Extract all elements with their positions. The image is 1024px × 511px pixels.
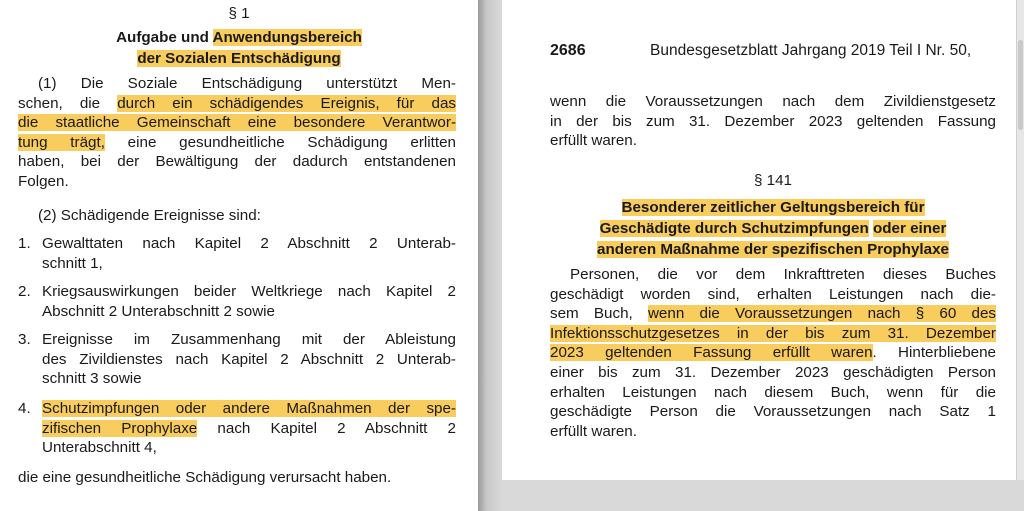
text-line — [18, 113, 456, 133]
list-item: 2. Kriegsauswirkungen beider Weltkriege nach Kapitel 2 Abschnitt 2 Unterabschnitt 2 sowie — [18, 283, 456, 320]
section-heading-141: § 141 — [753, 172, 792, 189]
highlight: Schutzimpfungen oder andere Maßnahmen der spe- — [42, 400, 456, 417]
section-heading-1: § 1 — [228, 5, 250, 22]
highlight: Anwendungsbereich — [212, 29, 362, 46]
highlight: tung trägt, — [18, 133, 105, 151]
list-item: 4. Schutzimpfungen oder andere Maßnahmen der spe- zifischen Prophylaxe nach Kapitel 2 Abschnitt 2 Unterabschnitt 4, — [18, 400, 456, 457]
highlight: oder einer — [872, 220, 947, 237]
section-body-141: Personen, die vor dem Inkrafttreten dieses Buches geschädigt worden sind, erhalten Leistungen nach die- sem Buch, wenn die Voraussetzungen nach § 60 des Infektionsschutzgesetzes in der bis zum 31. Dezember 2023 geltenden Fassung erfüllt waren. Hinterbliebene einer bis zum 31. Dezember 2023 geschädigten Person erhalten Leistungen nach diesem Buch, wenn für die geschädigte Person die Voraussetzungen nach Satz 1 erfüllt waren. — [550, 266, 996, 440]
section-title-141 — [550, 197, 996, 260]
list-item: 1. Gewalttaten nach Kapitel 2 Abschnitt 2 Unterab- schnitt 1, — [18, 235, 456, 272]
highlight: anderen Maßnahme der spezifischen Prophylaxe — [597, 241, 949, 258]
text-line: (1) Die Soziale Entschädigung unterstützt Men- — [38, 75, 456, 92]
highlight: durch ein schädigendes Ereignis, für das — [117, 94, 456, 112]
scrollbar[interactable] — [1016, 0, 1024, 480]
paragraph-2: (2) Schädigende Ereignisse sind: — [38, 207, 261, 224]
section-title-1 — [0, 27, 478, 69]
highlight: Besonderer zeitlicher Geltungsbereich für — [621, 199, 925, 216]
left-document-pane — [0, 0, 478, 511]
document-page — [502, 0, 1017, 480]
page-number: 2686 — [550, 42, 586, 59]
page-header-title: Bundesgesetzblatt Jahrgang 2019 Teil I Nr. 50, — [650, 42, 972, 59]
highlight: der Sozialen Entschädigung — [137, 50, 341, 67]
text-line: tung trägt, eine gesundheitliche Schädigung erlitten — [18, 133, 456, 151]
paragraph-1 — [18, 74, 456, 192]
highlight: zifischen Prophylaxe — [42, 419, 198, 437]
text-line: haben, bei der Bewältigung der dadurch entstandenen — [18, 153, 456, 171]
closing-sentence: die eine gesundheitliche Schädigung verursacht haben. — [18, 469, 392, 486]
highlight: wenn die Voraussetzungen nach § 60 des — [647, 305, 996, 323]
pane-divider[interactable] — [478, 0, 502, 511]
text-line: Folgen. — [18, 172, 69, 190]
list-item: 3. Ereignisse im Zusammenhang mit der Ableistung des Zivildienstes nach Kapitel 2 Abschnitt 2 Unterab- schnitt 3 sowie — [18, 331, 456, 388]
scrollbar-thumb[interactable] — [1018, 40, 1023, 130]
highlight: 2023 geltenden Fassung erfüllt waren — [550, 344, 873, 362]
title-line1-plain: Aufgabe und — [116, 29, 213, 46]
right-document-pane — [502, 0, 1024, 511]
intro-text: wenn die Voraussetzungen nach dem Zivildienstgesetz in der bis zum 31. Dezember 2023 geltenden Fassung erfüllt waren. — [550, 93, 996, 150]
highlight: Infektionsschutzgesetzes in der bis zum 31. Dezember — [550, 324, 996, 342]
text-line: schen, die durch ein schädigendes Ereignis, für das — [18, 94, 456, 112]
highlight: die staatliche Gemeinschaft eine besondere Verantwor- — [18, 114, 456, 132]
highlight: Geschädigte durch Schutzimpfungen — [599, 220, 869, 237]
